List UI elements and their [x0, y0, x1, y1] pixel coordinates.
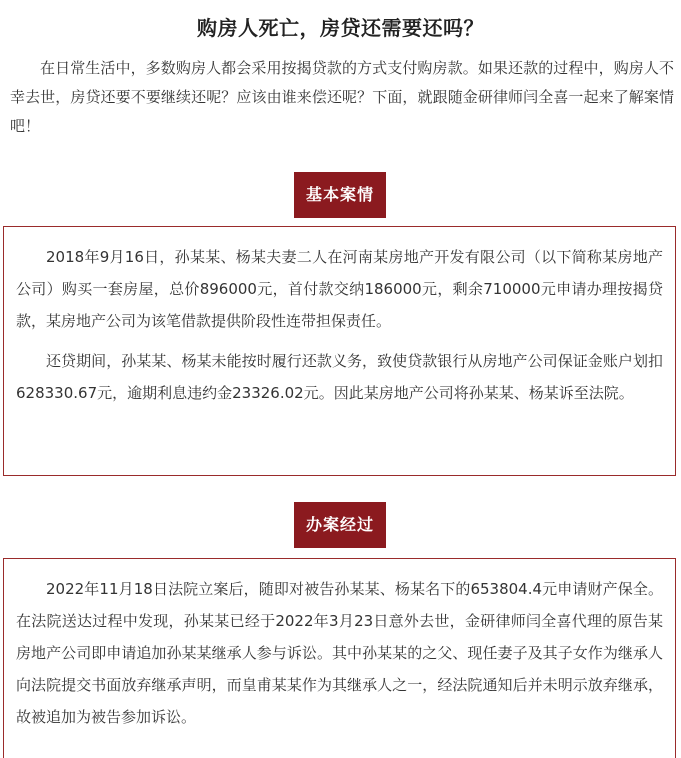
- case-process-box: [3, 558, 676, 758]
- case-facts-paragraph: 还贷期间，孙某某、杨某未能按时履行还款义务，致使贷款银行从房地产公司保证金账户划扣628330.67元，逾期利息违约金23326.02元。因此某房地产公司将孙某某、杨某诉至法院。: [16, 352, 663, 402]
- section-heading-case-process: 办案经过: [294, 502, 386, 548]
- intro-paragraph: 在日常生活中，多数购房人都会采用按揭贷款的方式支付购房款。如果还款的过程中，购房人不幸去世，房贷还要不要继续还呢？应该由谁来偿还呢？下面，就跟随金研律师闫全喜一起来了解案情吧！: [10, 59, 674, 135]
- case-process-paragraph: 2022年11月18日法院立案后，随即对被告孙某某、杨某名下的653804.4元申请财产保全。在法院送达过程中发现，孙某某已经于2022年3月23日意外去世，金研律师闫全喜代理的原告某房地产公司即申请追加孙某某继承人参与诉讼。其中孙某某的之父、现任妻子及其子女作为继承人向法院提交书面放弃继承声明，而皇甫某某作为其继承人之一，经法院通知后并未明示放弃继承，故被追加为被告参加诉讼。: [16, 580, 663, 726]
- case-facts-paragraph: 2018年9月16日，孙某某、杨某夫妻二人在河南某房地产开发有限公司（以下简称某房地产公司）购买一套房屋，总价896000元，首付款交纳186000元，剩余710000元申请办理按揭贷款，某房地产公司为该笔借款提供阶段性连带担保责任。: [16, 248, 663, 330]
- case-facts-box: [3, 226, 676, 476]
- section-heading-basic-facts: 基本案情: [294, 172, 386, 218]
- page-title: 购房人死亡，房贷还需要还吗？: [197, 16, 484, 41]
